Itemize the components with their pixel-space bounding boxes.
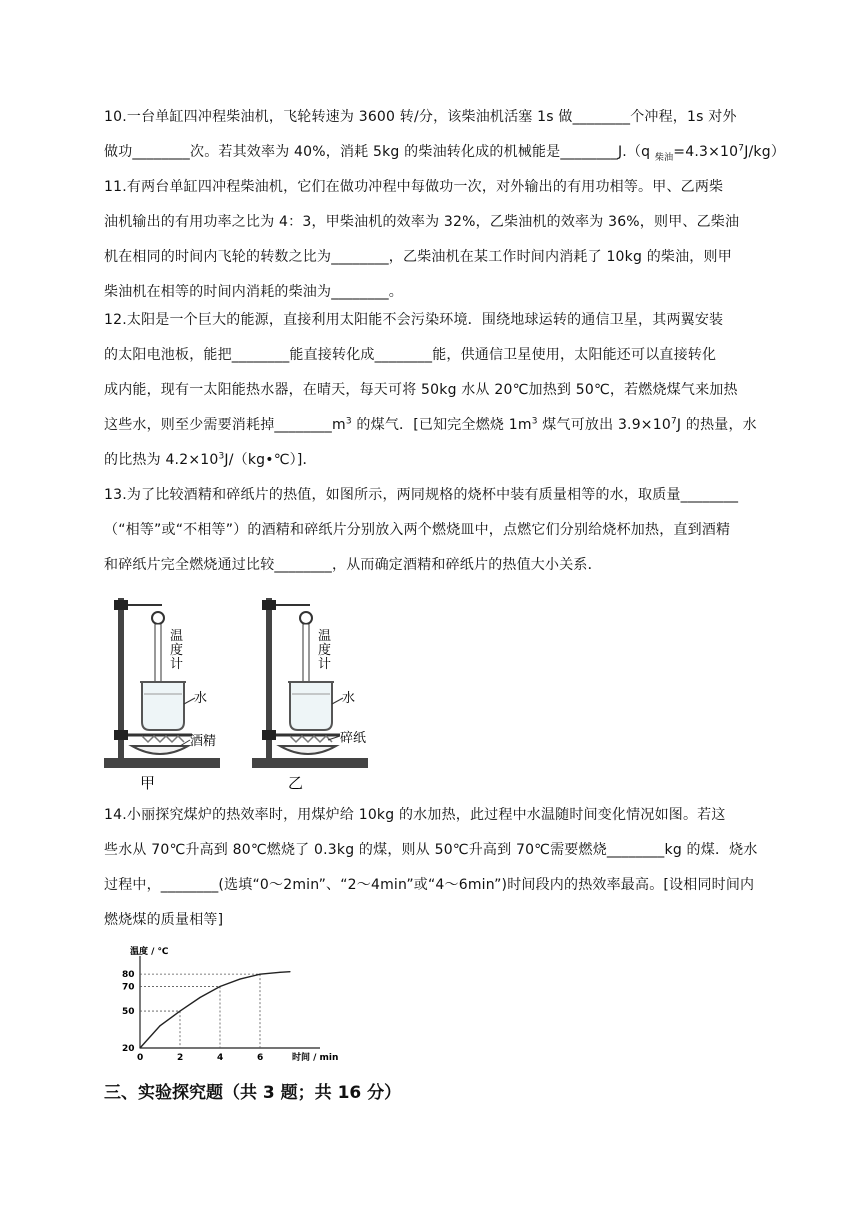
q10-line1: 10.一台单缸四冲程柴油机，飞轮转速为 3600 转/分，该柴油机活塞 1s 做________个冲程，1s 对外 [104, 109, 737, 125]
label-thermo-1: 温 [318, 629, 332, 644]
q10-line2-value: =4.3×10 [673, 144, 739, 160]
q12-line4-text-d: J 的热量，水 [676, 417, 757, 433]
q12-line4-text-b: 的煤气．[已知完全燃烧 1m [351, 417, 532, 433]
label-water: 水 [342, 691, 356, 706]
question-11 [104, 170, 764, 310]
q10-line2-unit: J/kg） [744, 144, 786, 160]
x-tick-label: 6 [257, 1053, 264, 1063]
question-13 [104, 478, 764, 583]
label-thermo-2: 度 [170, 643, 184, 658]
q12-exponent-3: 7 [670, 416, 677, 427]
y-tick-label: 70 [122, 982, 135, 993]
q14-line4: 燃烧煤的质量相等] [104, 912, 224, 928]
q12-line3: 成内能，现有一太阳能热水器，在晴天，每天可将 50kg 水从 20℃加热到 50℃，若燃烧煤气来加热 [104, 382, 738, 398]
q13-line2: （“相等”或“不相等”）的酒精和碎纸片分别放入两个燃烧皿中，点燃它们分别给烧杯加热，直到酒精 [104, 522, 731, 538]
q14-line3: 过程中，________(选填“0～2min”、“2～4min”或“4～6min”)时间段内的热效率最高。[设相同时间内 [104, 877, 755, 893]
x-tick-label: 4 [217, 1053, 224, 1063]
clamp-top [262, 600, 276, 610]
question-10 [104, 100, 786, 170]
flame [142, 736, 184, 742]
label-thermo-3: 计 [318, 657, 332, 672]
q13-line1: 13.为了比较酒精和碎纸片的热值，如图所示，两同规格的烧杯中装有质量相等的水，取质量________ [104, 487, 739, 503]
data-point [179, 1010, 180, 1011]
y-tick-label: 20 [122, 1044, 135, 1054]
label-thermo-3: 计 [170, 657, 184, 672]
label-water: 水 [194, 691, 208, 706]
q12-line4-text-c: 煤气可放出 3.9×10 [537, 417, 671, 433]
data-point [289, 971, 290, 972]
y-axis-label: 温度 / ℃ [130, 947, 169, 957]
x-tick-label: 0 [137, 1053, 144, 1063]
question-12 [104, 303, 764, 478]
paper-pointer [328, 736, 340, 740]
data-point [219, 986, 220, 987]
q12-exponent-2: 3 [531, 416, 538, 427]
label-paper: 碎纸 [340, 731, 367, 746]
q12-line1: 12.太阳是一个巨大的能源，直接利用太阳能不会污染环境．围绕地球运转的通信卫星，其两翼安装 [104, 312, 724, 328]
q14-line1: 14.小丽探究煤炉的热效率时，用煤炉给 10kg 的水加热，此过程中水温随时间变化情况如图。若这 [104, 807, 726, 823]
q12-exponent-4: 3 [218, 451, 225, 462]
q11-line4: 柴油机在相等的时间内消耗的柴油为________。 [104, 284, 403, 300]
data-point [159, 1025, 160, 1026]
caption-yi: 乙 [288, 774, 304, 792]
data-point [279, 972, 280, 973]
section-3-title: 三、实验探究题（共 3 题；共 16 分） [104, 1083, 402, 1103]
data-point [199, 997, 200, 998]
chart-plot-area [122, 945, 338, 1063]
temperature-time-chart [100, 947, 339, 1070]
q12-line4-text: 这些水，则至少需要消耗掉________m [104, 417, 346, 433]
q14-line2: 些水从 70℃升高到 80℃燃烧了 0.3kg 的煤，则从 50℃升高到 70℃需要燃烧________kg 的煤．烧水 [104, 842, 758, 858]
question-14 [104, 798, 764, 938]
label-thermo-1: 温 [170, 629, 184, 644]
beaker [290, 682, 332, 730]
q12-line2: 的太阳电池板，能把________能直接转化成________能，供通信卫星使用，太阳能还可以直接转化 [104, 347, 717, 363]
q11-line3: 机在相同的时间内飞轮的转数之比为________，乙柴油机在某工作时间内消耗了 10kg 的柴油，则甲 [104, 249, 732, 265]
q10-subscript: 柴油 [654, 152, 674, 163]
q12-line5 [104, 443, 764, 478]
temperature-curve [140, 972, 290, 1048]
q10-exponent: 7 [738, 143, 745, 154]
data-point [239, 978, 240, 979]
y-tick-label: 50 [122, 1007, 135, 1018]
burner-dish [132, 746, 188, 754]
beaker [142, 682, 184, 730]
flame [290, 736, 332, 742]
y-tick-label: 80 [122, 970, 135, 981]
clamp-ring [114, 730, 128, 740]
label-thermo-2: 度 [318, 643, 332, 658]
q10-line2 [104, 135, 786, 170]
data-point [259, 974, 260, 975]
apparatus-right [252, 598, 368, 792]
q12-exponent-1: 3 [345, 416, 352, 427]
data-point [139, 1047, 140, 1048]
q11-line2: 油机输出的有用功率之比为 4：3，甲柴油机的效率为 32%，乙柴油机的效率为 36%，则甲、乙柴油 [104, 214, 740, 230]
x-tick-label: 2 [177, 1053, 184, 1063]
q12-line4 [104, 408, 764, 443]
clamp-top [114, 600, 128, 610]
clamp-ring [262, 730, 276, 740]
thermometer-hook [152, 612, 164, 624]
q13-line3: 和碎纸片完全燃烧通过比较________，从而确定酒精和碎纸片的热值大小关系． [104, 557, 602, 573]
burner-dish [280, 746, 336, 754]
label-alcohol: 酒精 [190, 734, 217, 749]
apparatus-left [104, 598, 220, 792]
burning-experiment-figure [100, 590, 400, 795]
q10-line2-text: 做功________次。若其效率为 40%，消耗 5kg 的柴油转化成的机械能是________J.（q [104, 144, 655, 160]
q12-line5-unit: J/（kg•℃）]． [224, 452, 317, 468]
q12-line5-text: 的比热为 4.2×10 [104, 452, 219, 468]
caption-jia: 甲 [140, 774, 156, 792]
x-axis-label: 时间 / min [292, 1053, 339, 1063]
thermometer-hook [300, 612, 312, 624]
q11-line1: 11.有两台单缸四冲程柴油机，它们在做功冲程中每做功一次，对外输出的有用功相等。甲、乙两柴 [104, 179, 724, 195]
